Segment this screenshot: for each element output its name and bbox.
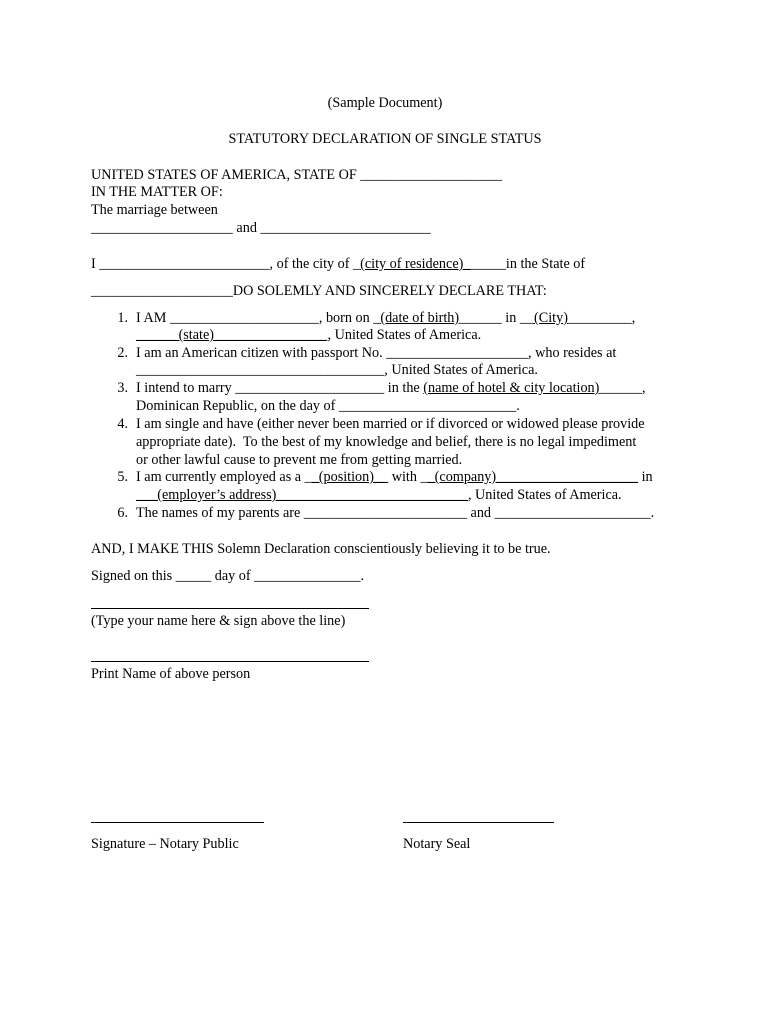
item-number: 3. — [117, 380, 128, 396]
document-title: STATUTORY DECLARATION OF SINGLE STATUS — [228, 131, 542, 147]
declarant-signature-line — [91, 608, 369, 609]
city-field: (City) — [534, 310, 568, 326]
item-number: 1. — [117, 310, 128, 326]
solemn-declaration-line: AND, I MAKE THIS Solemn Declaration conscientiously believing it to be true. — [91, 541, 551, 557]
item-text: I am currently employed as a __(position)__ with __(company)____________________ in — [136, 469, 653, 485]
in-the-matter-line: IN THE MATTER OF: — [91, 184, 223, 200]
item-text: The names of my parents are _______________________ and ______________________. — [136, 505, 655, 521]
declarant-line — [91, 256, 585, 274]
state-of-label: _____in the State of — [470, 256, 586, 272]
item-text: ___________________________________, United States of America. — [136, 362, 538, 378]
item-text: ______(state)________________, United States of America. — [136, 327, 482, 343]
sample-document-label: (Sample Document) — [327, 95, 443, 111]
parties-line: ____________________ and ________________________ — [91, 220, 431, 236]
notary-seal-line — [403, 822, 554, 823]
item-number: 2. — [117, 345, 128, 361]
notary-signature-line — [91, 822, 264, 823]
item-number: 5. — [117, 469, 128, 485]
declarant-name-blank: I ________________________, of the city of _ — [91, 256, 361, 272]
print-name-line — [91, 661, 369, 662]
item-text: or other lawful cause to prevent me from getting married. — [136, 452, 463, 468]
item-number: 4. — [117, 416, 128, 432]
item-text: I am an American citizen with passport No. ____________________, who resides at — [136, 345, 617, 361]
signed-on-line: Signed on this _____ day of _______________. — [91, 568, 365, 584]
type-name-caption: (Type your name here & sign above the line) — [91, 613, 346, 629]
country-state-line: UNITED STATES OF AMERICA, STATE OF ____________________ — [91, 167, 503, 183]
print-name-caption: Print Name of above person — [91, 666, 251, 682]
declare-line: ____________________DO SOLEMLY AND SINCERELY DECLARE THAT: — [91, 283, 547, 299]
item-text: I intend to marry _____________________ in the (name of hotel & city location)______, — [136, 380, 646, 396]
position-field: _(position)__ — [311, 469, 389, 485]
date-of-birth-field: (date of birth) — [380, 310, 460, 326]
hotel-location-field: (name of hotel & city location) — [423, 380, 600, 396]
marriage-between-line: The marriage between — [91, 202, 218, 218]
notary-seal-caption: Notary Seal — [403, 836, 471, 852]
company-field: _(company)____________________ — [427, 469, 639, 485]
item-text: I am single and have (either never been married or if divorced or widowed please provide — [136, 416, 645, 432]
city-of-residence-field: (city of residence)_ — [360, 256, 471, 272]
notary-signature-caption: Signature – Notary Public — [91, 836, 239, 852]
item-text: ___(employer’s address)___________________________, United States of America. — [136, 487, 622, 503]
item-number: 6. — [117, 505, 128, 521]
item-text: I AM _____________________, born on _(date of birth)______ in __(City)_________, — [136, 310, 636, 326]
item-text: appropriate date). To the best of my knowledge and belief, there is no legal impediment — [136, 434, 637, 450]
employer-address-field: ___(employer’s address)___________________________ — [136, 487, 468, 503]
state-field: ______(state)________________, — [136, 327, 332, 343]
item-text: Dominican Republic, on the day of _________________________. — [136, 398, 520, 414]
